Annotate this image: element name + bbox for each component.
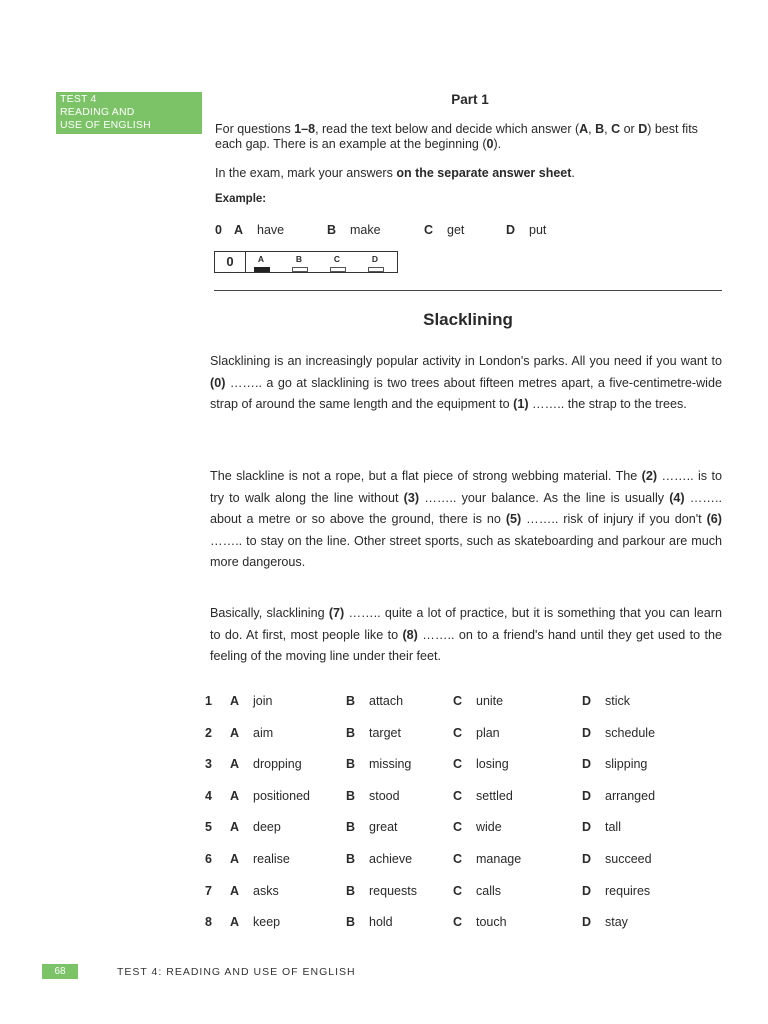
- tab-line: USE OF ENGLISH: [60, 119, 151, 131]
- option-letter: D: [582, 820, 592, 835]
- option-word: dropping: [253, 757, 302, 772]
- page-number: 68: [42, 964, 78, 979]
- answer-lozenge-selected: [254, 267, 270, 272]
- option-word: requires: [605, 883, 651, 898]
- option-word: have: [257, 223, 285, 237]
- paragraph-text: Slacklining is an increasingly popular activity in London's parks. All you need if you want to: [210, 354, 722, 368]
- option-letter: A: [230, 915, 240, 930]
- question-number: 8: [205, 915, 212, 930]
- question-number: 3: [205, 757, 212, 772]
- option-letter: A: [230, 820, 240, 835]
- option-letter: D: [582, 883, 592, 898]
- paragraph-text: …….. quite a lot of practice, but it is something that you can learn to do. At first, most people like to: [210, 606, 722, 642]
- paragraph-2: [210, 466, 722, 574]
- option-word: slipping: [605, 757, 648, 772]
- option-word: realise: [253, 852, 290, 866]
- option-letter: B: [346, 915, 356, 930]
- paragraph-text: …….. about a metre or so above the ground, there is no: [210, 490, 722, 526]
- gap-marker: (2): [641, 469, 658, 483]
- option-letter: A: [230, 883, 240, 898]
- question-row-6: [205, 852, 675, 870]
- option-letter: B: [346, 725, 356, 740]
- gap-marker: (3): [403, 490, 420, 505]
- question-number: 7: [205, 883, 212, 898]
- paragraph-text: …….. the strap to the trees.: [528, 397, 687, 411]
- answer-box-number: 0: [215, 252, 246, 272]
- question-row-3: [205, 757, 675, 775]
- example-answer-box: [214, 251, 398, 273]
- option-word: plan: [476, 725, 500, 740]
- option-word: schedule: [605, 725, 656, 740]
- instructions-line-2: In the exam, mark your answers on the separate answer sheet.: [215, 166, 575, 180]
- question-number: 2: [205, 725, 212, 740]
- option-letter: D: [582, 852, 592, 866]
- paragraph-text: …….. your balance. As the line is usually: [419, 490, 670, 505]
- text-title: Slacklining: [423, 310, 513, 329]
- option-word: join: [253, 694, 273, 708]
- gap-marker: (0): [210, 375, 226, 390]
- option-word: get: [447, 223, 465, 237]
- paragraph-text: The slackline is not a rope, but a flat piece of strong webbing material. The: [210, 469, 642, 483]
- option-letter: B: [346, 820, 356, 835]
- question-number: 6: [205, 852, 212, 866]
- option-word: make: [350, 223, 381, 237]
- option-letter: A: [230, 757, 240, 772]
- question-row-5: [205, 820, 675, 838]
- option-word: tall: [605, 820, 621, 835]
- option-letter: B: [346, 852, 356, 866]
- gap-marker: (7): [328, 606, 345, 620]
- option-letter: D: [582, 694, 592, 708]
- option-letter: C: [453, 915, 463, 930]
- option-word: settled: [476, 788, 513, 803]
- paragraph-text: …….. is to try to walk along the line without: [210, 469, 722, 505]
- answer-letter: A: [257, 254, 265, 264]
- option-word: succeed: [605, 852, 652, 866]
- option-word: requests: [369, 883, 417, 898]
- option-letter: C: [453, 694, 463, 708]
- option-word: great: [369, 820, 398, 835]
- paragraph-text: …….. to stay on the line. Other street sports, such as skateboarding and parkour are much more dangerous.: [210, 533, 722, 569]
- option-letter: A: [230, 852, 240, 866]
- paragraph-1: [210, 351, 722, 416]
- answer-lozenge: [292, 267, 308, 272]
- option-letter: A: [230, 788, 240, 803]
- option-word: deep: [253, 820, 281, 835]
- option-word: unite: [476, 694, 504, 708]
- option-letter: A: [230, 725, 240, 740]
- paragraph-text: Basically, slacklining: [210, 606, 329, 620]
- part-title: Part 1: [451, 92, 489, 107]
- question-number: 5: [205, 820, 212, 835]
- option-letter: C: [453, 883, 463, 898]
- test-section-tab: [56, 92, 202, 134]
- option-word: asks: [253, 883, 279, 898]
- question-row-8: [205, 915, 675, 933]
- instructions-line-1: For questions 1–8, read the text below and decide which answer (A, B, C or D) best fits each gap. There is an example at the beginning (0).: [215, 122, 698, 151]
- option-letter: A: [234, 223, 244, 237]
- option-word: wide: [476, 820, 502, 835]
- tab-line: TEST 4: [60, 93, 97, 105]
- answer-letter: C: [333, 254, 341, 264]
- option-word: target: [369, 725, 401, 740]
- option-letter: C: [453, 725, 463, 740]
- answer-lozenge: [368, 267, 384, 272]
- question-number: 4: [205, 788, 212, 803]
- gap-marker: (4): [669, 490, 685, 505]
- option-word: calls: [476, 883, 502, 898]
- option-word: stick: [605, 694, 630, 708]
- option-letter: D: [582, 788, 592, 803]
- option-letter: B: [327, 223, 337, 237]
- option-word: arranged: [605, 788, 656, 803]
- paragraph-text: …….. risk of injury if you don't: [521, 512, 707, 526]
- question-row-4: [205, 789, 675, 807]
- question-row-7: [205, 884, 675, 902]
- option-word: stood: [369, 788, 400, 803]
- option-letter: A: [230, 694, 240, 708]
- running-footer: TEST 4: READING AND USE OF ENGLISH: [117, 966, 356, 978]
- option-word: aim: [253, 725, 274, 740]
- question-row-2: [205, 726, 675, 744]
- option-letter: D: [582, 915, 592, 930]
- option-letter: B: [346, 883, 356, 898]
- option-word: stay: [605, 915, 628, 930]
- option-letter: D: [582, 725, 592, 740]
- option-word: missing: [369, 757, 412, 772]
- option-word: touch: [476, 915, 507, 930]
- option-letter: C: [453, 788, 463, 803]
- option-word: positioned: [253, 788, 310, 803]
- tab-line: READING AND: [60, 106, 135, 118]
- gap-marker: (1): [513, 397, 529, 411]
- answer-letter: D: [371, 254, 379, 264]
- answer-lozenge: [330, 267, 346, 272]
- example-options: [215, 223, 615, 239]
- gap-marker: (6): [706, 512, 722, 526]
- option-word: put: [529, 223, 547, 237]
- example-number: 0: [215, 223, 222, 237]
- option-letter: B: [346, 788, 356, 803]
- option-word: losing: [476, 757, 509, 772]
- question-row-1: [205, 694, 675, 712]
- paragraph-text: …….. a go at slacklining is two trees about fifteen metres apart, a five-centimetre-wide strap of around the same length and the equipment to: [210, 375, 722, 411]
- option-letter: D: [506, 223, 516, 237]
- answer-letter: B: [295, 254, 303, 264]
- option-word: achieve: [369, 852, 413, 866]
- option-letter: D: [582, 757, 592, 772]
- paragraph-text: …….. on to a friend's hand until they get used to the feeling of the moving line under their feet.: [210, 627, 722, 663]
- option-word: hold: [369, 915, 393, 930]
- example-label: Example:: [215, 193, 267, 205]
- option-word: attach: [369, 694, 404, 708]
- gap-marker: (5): [505, 512, 522, 526]
- option-letter: B: [346, 757, 356, 772]
- option-letter: B: [346, 694, 356, 708]
- option-letter: C: [424, 223, 434, 237]
- option-letter: C: [453, 820, 463, 835]
- option-letter: C: [453, 852, 463, 866]
- gap-marker: (8): [402, 627, 418, 642]
- section-divider: [214, 290, 722, 291]
- option-letter: C: [453, 757, 463, 772]
- paragraph-3: [210, 603, 722, 668]
- question-number: 1: [205, 694, 212, 708]
- option-word: keep: [253, 915, 281, 930]
- option-word: manage: [476, 852, 522, 866]
